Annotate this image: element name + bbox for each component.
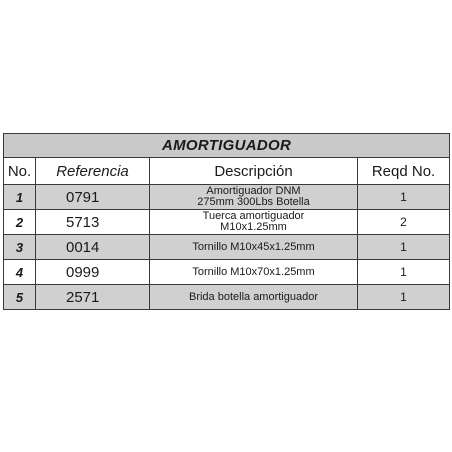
description-line: Tornillo M10x45x1.25mm (192, 240, 315, 253)
description-line: M10x1.25mm (220, 221, 287, 233)
row-reference: 2571 (36, 285, 150, 310)
table-row (4, 235, 450, 260)
description-line: 275mm 300Lbs Botella (197, 196, 310, 208)
row-reference: 0999 (36, 260, 150, 285)
header-row (4, 158, 450, 185)
row-number: 4 (4, 260, 36, 285)
table-row (4, 260, 450, 285)
header-descripcion: Descripción (150, 158, 358, 185)
row-reference: 0014 (36, 235, 150, 260)
table-row (4, 210, 450, 235)
description-line: Amortiguador DNM (206, 185, 301, 197)
row-quantity: 1 (358, 235, 450, 260)
row-description (150, 185, 358, 210)
row-reference: 0791 (36, 185, 150, 210)
header-referencia: Referencia (36, 158, 150, 185)
header-reqd-no: Reqd No. (358, 158, 450, 185)
table-title: AMORTIGUADOR (4, 134, 450, 158)
header-no: No. (4, 158, 36, 185)
row-number: 5 (4, 285, 36, 310)
row-quantity: 1 (358, 285, 450, 310)
description-line: Tuerca amortiguador (202, 210, 305, 222)
description-line: Brida botella amortiguador (188, 290, 319, 303)
row-description (150, 285, 358, 310)
row-description (150, 210, 358, 235)
parts-table (3, 133, 450, 310)
row-quantity: 1 (358, 260, 450, 285)
row-quantity: 2 (358, 210, 450, 235)
row-description (150, 235, 358, 260)
row-number: 1 (4, 185, 36, 210)
row-description (150, 260, 358, 285)
row-reference: 5713 (36, 210, 150, 235)
title-row (4, 134, 450, 158)
description-line: Tornillo M10x70x1.25mm (192, 265, 315, 278)
row-quantity: 1 (358, 185, 450, 210)
table-row (4, 285, 450, 310)
table-row (4, 185, 450, 210)
row-number: 2 (4, 210, 36, 235)
row-number: 3 (4, 235, 36, 260)
